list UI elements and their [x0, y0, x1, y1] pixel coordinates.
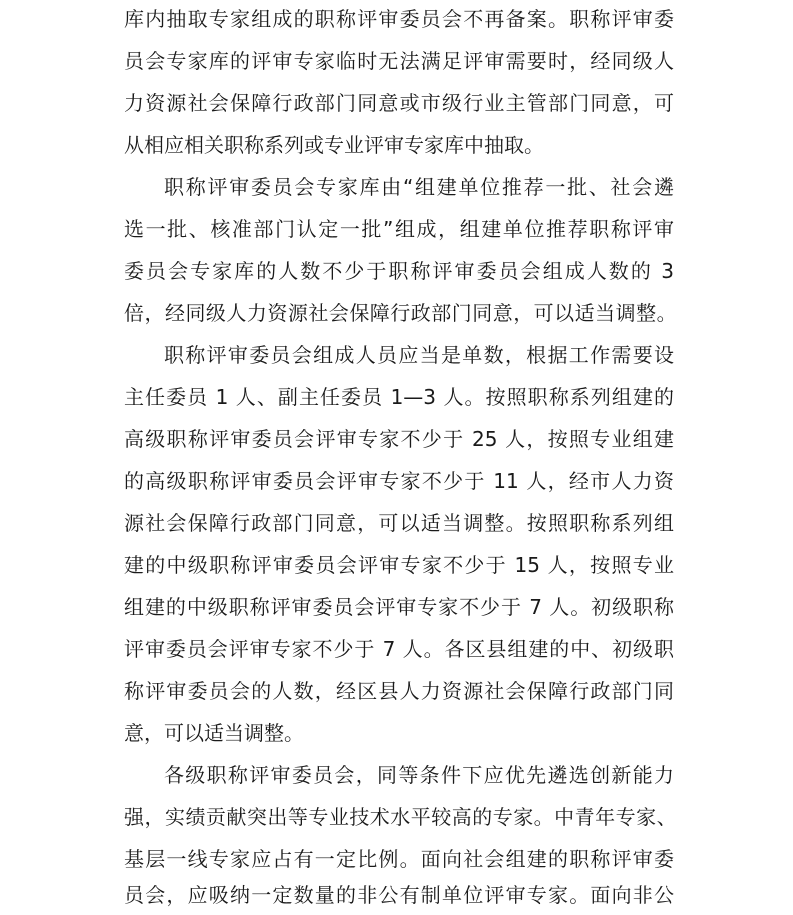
- text-line: 委员会专家库的人数不少于职称评审委员会组成人数的 3: [124, 259, 674, 283]
- text-line: 职称评审委员会组成人员应当是单数，根据工作需要设: [164, 343, 674, 367]
- text-line: 的高级职称评审委员会评审专家不少于 11 人，经市人力资: [124, 469, 674, 493]
- text-line: 倍，经同级人力资源社会保障行政部门同意，可以适当调整。: [124, 301, 676, 325]
- text-line: 高级职称评审委员会评审专家不少于 25 人，按照专业组建: [124, 427, 674, 451]
- text-line: 源社会保障行政部门同意，可以适当调整。按照职称系列组: [124, 511, 674, 535]
- text-line: 选一批、核准部门认定一批”组成，组建单位推荐职称评审: [124, 217, 674, 241]
- text-line: 强，实绩贡献突出等专业技术水平较高的专家。中青年专家、: [124, 805, 676, 829]
- text-line: 组建的中级职称评审委员会评审专家不少于 7 人。初级职称: [124, 595, 674, 619]
- text-line: 从相应相关职称系列或专业评审专家库中抽取。: [124, 133, 544, 157]
- text-line: 基层一线专家应占有一定比例。面向社会组建的职称评审委: [124, 847, 674, 871]
- text-line: 各级职称评审委员会，同等条件下应优先遴选创新能力: [164, 763, 674, 787]
- text-line: 称评审委员会的人数，经区县人力资源社会保障行政部门同: [124, 679, 674, 703]
- text-line: 员会专家库的评审专家临时无法满足评审需要时，经同级人: [124, 49, 674, 73]
- text-line: 评审委员会评审专家不少于 7 人。各区县组建的中、初级职: [124, 637, 674, 661]
- text-line: 建的中级职称评审委员会评审专家不少于 15 人，按照专业: [124, 553, 674, 577]
- text-line: 力资源社会保障行政部门同意或市级行业主管部门同意，可: [124, 91, 674, 115]
- text-line: 意，可以适当调整。: [124, 721, 304, 745]
- text-line: 主任委员 1 人、副主任委员 1—3 人。按照职称系列组建的: [124, 385, 674, 409]
- text-line: 员会，应吸纳一定数量的非公有制单位评审专家。面向非公: [124, 883, 674, 907]
- text-line: 库内抽取专家组成的职称评审委员会不再备案。职称评审委: [124, 7, 674, 31]
- text-line: 职称评审委员会专家库由“组建单位推荐一批、社会遴: [164, 175, 674, 199]
